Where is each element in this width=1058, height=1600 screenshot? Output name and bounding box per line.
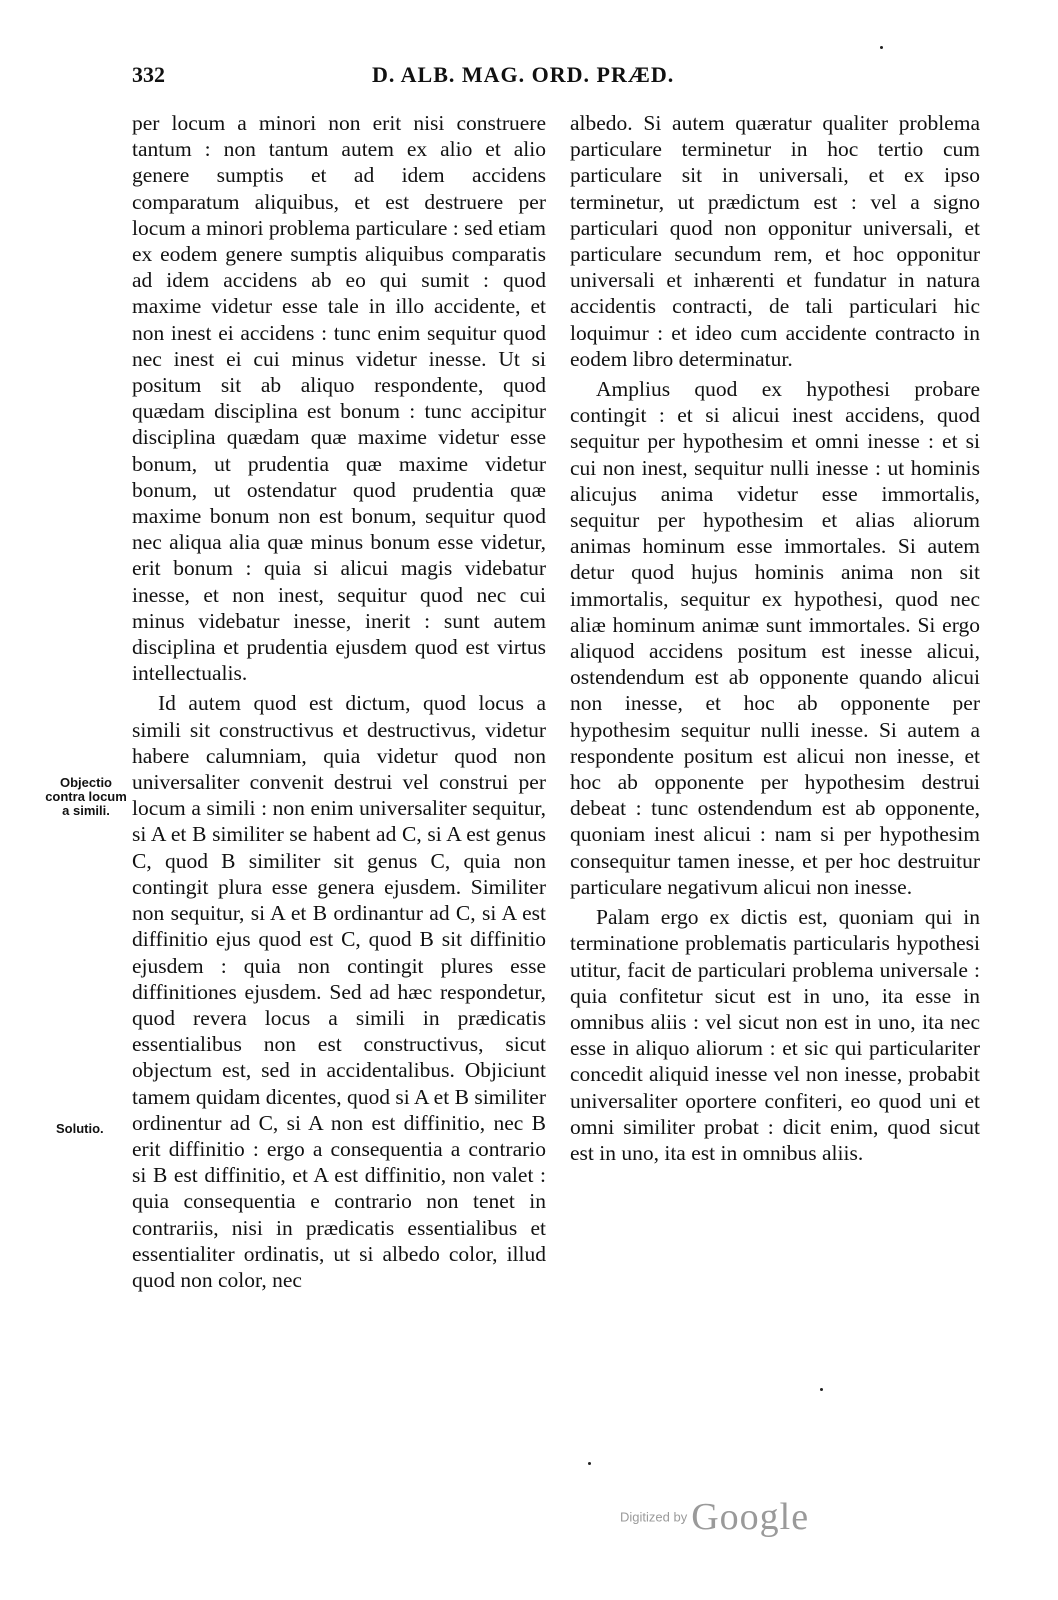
right-column xyxy=(570,110,980,1166)
running-title: D. ALB. MAG. ORD. PRÆD. xyxy=(372,62,675,87)
scan-speck xyxy=(820,1388,823,1391)
right-paragraph-1: albedo. Si autem quæratur qualiter problema particulare terminetur in hoc tertio cum particulare sit in universali, et ex ipso terminetur, ut prædictum est : vel a signo particulari quod non opponitur universali, et particulare secundum rem, et hoc opponitur universali et inhærenti et fundatur in natura accidentis contracti, de tali particulari hic loquimur : et ideo cum accidente contracto in eodem libro determinatur. xyxy=(570,111,980,371)
google-logo: Google xyxy=(691,1496,810,1538)
page-header xyxy=(132,62,972,92)
page-number: 332 xyxy=(132,62,165,87)
left-paragraph-1: per locum a minori non erit nisi construere tantum : non tantum autem ex alio et alio genere sumptis et ad idem accidens comparatum aliquibus, et est destruere per locum a minori problema particulare : sed etiam ex eodem genere sumptis aliquibus comparatis ad idem accidens ab eo qui sumit : quod maxime videtur esse tale in illo accidente, et non inest ei accidens : tunc enim sequitur quod nec inest ei cui minus videtur inesse. Ut si positum sit ab aliquo respondente, quod quædam disciplina est bonum : tunc accipitur disciplina quædam quæ maxime videtur esse bonum, ut prudentia quæ maxime videtur bonum, ut ostendatur quod prudentia quæ maxime bonum non est bonum, sequitur quod nec aliqua alia quæ minus bonum esse videtur, erit bonum : quia si alicui magis videbatur inesse, et non inest, sequitur quod nec cui minus videbatur inesse, inerit : sunt autem disciplina et prudentia ejusdem quod est virtus intellectualis. xyxy=(132,111,546,686)
digitized-watermark xyxy=(620,1495,809,1539)
scan-speck xyxy=(880,46,883,49)
left-column xyxy=(132,110,546,1293)
margin-note-objection: Objectio contra locum a simili. xyxy=(45,775,127,818)
scan-speck xyxy=(588,1462,591,1465)
watermark-prefix: Digitized by xyxy=(620,1509,688,1525)
right-paragraph-2: Amplius quod ex hypothesi probare contingit : et si alicui inest accidens, quod sequitur per hypothesim et omni inesse : et si cui non inest, sequitur nulli inesse : ut hominis alicujus anima videtur esse immortalis, sequitur per hypothesim et alias aliorum animas hominum esse immortales. Si autem detur quod hujus hominis anima non sit immortalis, sequitur ex hypothesi, quod nec aliæ hominum animæ sunt immortales. Si ergo aliquod accidens positum est inesse alicui, ostendendum est ab opponente quando alicui non inesse, et hoc ab opponente per hypothesim sequitur nulli inesse. Si autem a respondente positum est alicui non inesse, et hoc ab opponente per hypothesim destrui debeat : tunc ostendendum est ab opponente, quoniam inest alicui : nam si per hypothesim consequitur tamen inesse, et per hoc destruitur particulare negativum alicui non inesse. xyxy=(570,377,980,899)
left-paragraph-2: Id autem quod est dictum, quod locus a simili sit constructivus et destructivus, videtur habere calumniam, quia videtur quod non universaliter convenit destrui vel construi per locum a simili : non enim universaliter sequitur, si A et B similiter se habent ad C, si A est genus C, quod B similiter sit genus C, quia non contingit plura esse genera ejusdem. Similiter non sequitur, si A et B ordinantur ad C, si A est diffinitio ejus quod est C, quod B sit diffinitio ejusdem : quia non contingit plures esse diffinitiones ejusdem. Sed ad hæc respondetur, quod revera locus a simili in prædicatis essentialibus non est constructivus, sicut objectum est, sed in accidentalibus. Objiciunt tamem quidam dicentes, quod si A et B similiter ordinentur ad C, si A non est diffinitio, nec B erit diffinitio : ergo a consequentia a contrario si B est diffinitio, et A est diffinitio, non valet : quia consequentia e contrario non tenet in contrariis, nisi in prædicatis essentialibus et essentialiter ordinatis, ut si albedo color, illud quod non color, nec xyxy=(132,691,546,1292)
margin-note-solution: Solutio. xyxy=(56,1121,104,1136)
right-paragraph-3: Palam ergo ex dictis est, quoniam qui in terminatione problematis particularis hypothesi utitur, facit de particulari problema universale : quia confitetur sicut est in uno, ita esse in omnibus aliis : vel sicut non est in uno, ita nec esse in aliquo aliorum : et sic qui particulariter concedit aliquid inesse vel non inesse, probabit universaliter oportere confiteri, eo quod uni et omni similiter probat : dicit enim, quod sicut est in uno, ita est in omnibus aliis. xyxy=(570,905,980,1165)
